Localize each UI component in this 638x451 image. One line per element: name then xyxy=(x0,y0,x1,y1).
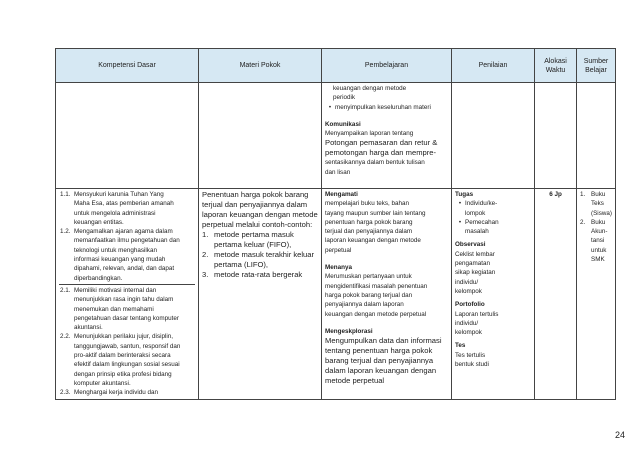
kd-item-line: pengetahuan dasar tentang komputer xyxy=(74,314,180,322)
tes-title: Tes xyxy=(455,342,466,350)
materi-item-number: 2. xyxy=(202,250,209,259)
mengamati-line: laporan keuangan dengan metode xyxy=(325,237,421,245)
kd-item-line: diperbandingkan. xyxy=(74,274,123,282)
eksplorasi-line: Mengumpulkan data dan informasi xyxy=(325,336,442,346)
observasi-line: sikap kegiatan xyxy=(455,269,496,277)
portofolio-line: individu/ xyxy=(455,319,479,327)
kd-group-divider xyxy=(59,284,195,285)
kd-item-number: 1.1. xyxy=(60,191,71,198)
tugas-bullet-line: masalah xyxy=(465,228,489,236)
page-number: 24 xyxy=(615,430,626,440)
materi-intro-line: Penentuan harga pokok barang xyxy=(202,190,309,199)
tes-line: bentuk studi xyxy=(455,361,489,369)
penilaian-cell xyxy=(452,189,535,400)
row1-pembelajaran-cell xyxy=(322,83,452,189)
kd-item-line: menemukan dan memahami xyxy=(74,305,154,313)
kd-item-line: pro-aktif dalam berinteraksi secara xyxy=(74,352,171,360)
header-sumber-belajar xyxy=(577,49,616,83)
syllabus-table xyxy=(55,48,616,400)
materi-list xyxy=(202,230,318,280)
kd-item-text xyxy=(74,388,195,397)
kd-item-line: Menghargai kerja individu dan xyxy=(74,389,159,397)
tugas-bullet-text xyxy=(465,218,499,237)
menanya-line: keuangan dengan metode perpetual xyxy=(325,310,427,318)
komunikasi-title: Komunikasi xyxy=(325,120,361,128)
menanya-line: penyajiannya dalam laporan xyxy=(325,301,404,309)
bullet-icon: • xyxy=(328,103,332,111)
kd-item-line: efektif dalam lingkungan sosial sesuai xyxy=(74,361,180,369)
tugas-bullet-line: Individu/ke- xyxy=(465,200,498,208)
sumber-item-line: (Siswa) xyxy=(591,209,612,217)
kd-item-number: 2.1. xyxy=(60,286,71,294)
kd-item-number: 2.2. xyxy=(60,333,71,341)
tugas-bullet-line: Pemecahan xyxy=(465,218,499,226)
bullet-icon: • xyxy=(458,200,462,208)
komunikasi-line: sentasikannya dalam bentuk tulisan xyxy=(325,159,425,167)
sumber-item-text xyxy=(591,190,612,218)
tes-text xyxy=(455,351,531,370)
row1-sumber-cell xyxy=(577,83,616,189)
eksplorasi-line: metode perpetual xyxy=(325,376,385,386)
sumber-belajar-cell xyxy=(577,189,616,400)
mengamati-line: tayang maupun sumber lain tentang xyxy=(325,209,426,217)
observasi-line: Ceklist lembar xyxy=(455,250,495,258)
materi-list-item xyxy=(202,230,318,250)
observasi-text xyxy=(455,250,531,296)
mengamati-line: perpetual xyxy=(325,246,352,254)
header-alokasi-line2: Waktu xyxy=(545,66,566,74)
kd-item-text xyxy=(74,332,195,388)
header-alokasi-waktu xyxy=(535,49,577,83)
kd-item-line: tanggungjawab, santun, responsif dan xyxy=(74,342,181,350)
row1-text-line: keuangan dengan metode xyxy=(333,85,407,92)
kd-item-line: menunjukkan rasa ingin tahu dalam xyxy=(74,296,174,304)
kd-item-line: Menunjukkan perilaku jujur, disiplin, xyxy=(74,333,174,341)
sumber-item-line: SMK xyxy=(591,256,605,264)
row1-kd-cell xyxy=(56,83,199,189)
observasi-line: pengamatan xyxy=(455,260,491,268)
header-kompetensi-dasar: Kompetensi Dasar xyxy=(56,49,199,83)
spacer xyxy=(325,255,448,263)
kd-item-line: Mengamalkan ajaran agama dalam xyxy=(74,228,173,236)
kd-item-number: 1.2. xyxy=(60,228,71,236)
menanya-line: harga pokok barang terjual dan xyxy=(325,291,413,299)
kd-item xyxy=(59,286,195,332)
kd-item-line: informasi keuangan yang mudah xyxy=(74,256,166,264)
materi-cell xyxy=(199,189,322,400)
kd-item-line: Memiliki motivasi internal dan xyxy=(74,286,157,294)
materi-item-line: pertama (LIFO), xyxy=(214,260,269,269)
sumber-item xyxy=(580,218,612,264)
sumber-item-text xyxy=(591,218,607,264)
kd-cell xyxy=(56,189,199,400)
tugas-bullet-line: lompok xyxy=(465,209,486,217)
komunikasi-line: dan lisan xyxy=(325,168,351,176)
pembelajaran-cell xyxy=(322,189,452,400)
materi-intro xyxy=(202,190,318,230)
header-sumber-line1: Sumber xyxy=(583,57,609,65)
bullet-icon: • xyxy=(458,218,462,226)
materi-item-number: 3. xyxy=(202,270,209,279)
tes-line: Tes tertulis xyxy=(455,351,486,359)
materi-item-text xyxy=(214,230,294,250)
observasi-line: kelompok xyxy=(455,287,482,295)
spacer xyxy=(325,112,448,120)
tugas-bullet-text xyxy=(465,199,497,218)
materi-item-line: metode masuk terakhir keluar xyxy=(214,250,315,259)
row1-materi-cell xyxy=(199,83,322,189)
continuation-row xyxy=(56,83,616,189)
kd-item-line: keuangan entitas. xyxy=(74,218,124,226)
komunikasi-line: Menyampaikan laporan tentang xyxy=(325,130,414,138)
portofolio-text xyxy=(455,310,531,338)
portofolio-line: Laporan tertulis xyxy=(455,310,499,318)
materi-item-line: metode pertama masuk xyxy=(214,230,294,239)
header-penilaian: Penilaian xyxy=(452,49,535,83)
komunikasi-line: Potongan pemasaran dan retur & xyxy=(325,138,438,148)
sumber-item-line: Buku xyxy=(591,218,606,226)
kd-item xyxy=(59,190,195,227)
header-materi-pokok: Materi Pokok xyxy=(199,49,322,83)
row1-penilaian-cell xyxy=(452,83,535,189)
alokasi-waktu-cell: 6 Jp xyxy=(535,189,577,400)
spacer xyxy=(325,319,448,327)
kd-item-line: untuk mengelola administrasi xyxy=(74,209,156,217)
row1-bullet xyxy=(325,103,448,112)
kd-item xyxy=(59,227,195,283)
portofolio-title: Portofolio xyxy=(455,301,485,309)
kd-item-line: Mensyukuri karunia Tuhan Yang xyxy=(74,191,164,198)
observasi-line: individu/ xyxy=(455,278,479,286)
materi-item-line: pertama keluar (FIFO), xyxy=(214,240,292,249)
header-alokasi-line1: Alokasi xyxy=(544,57,567,65)
materi-item-text xyxy=(214,270,302,280)
kd-item-line: dengan prinsip etika profesi bidang xyxy=(74,370,172,378)
sumber-item-number: 2. xyxy=(580,218,586,226)
kd-item-line: dipahami, relevan, andal, dan dapat xyxy=(74,265,175,273)
kd-item xyxy=(59,332,195,388)
row1-text-line: periodik xyxy=(333,94,356,102)
kd-item-line: memanfaatkan ilmu pengetahuan dan xyxy=(74,237,180,245)
materi-item-line: metode rata-rata bergerak xyxy=(214,270,303,279)
materi-intro-line: laporan keuangan dengan metode xyxy=(202,210,318,219)
sumber-item-number: 1. xyxy=(580,191,586,198)
materi-list-item xyxy=(202,270,318,280)
mengamati-title: Mengamati xyxy=(325,191,358,198)
sumber-item-line: Buku xyxy=(591,191,606,198)
eksplorasi-line: tentang penentuan harga pokok xyxy=(325,346,433,356)
kd-item-text xyxy=(74,286,195,332)
menanya-title: Menanya xyxy=(325,264,352,272)
mengamati-line: terjual dan penyajiannya dalam xyxy=(325,228,413,236)
eksplorasi-title: Mengeskplorasi xyxy=(325,327,373,335)
kd-item-line: teknologi untuk menghasilkan xyxy=(74,246,157,254)
mengamati-line: mempelajari buku teks, bahan xyxy=(325,200,410,208)
tugas-list xyxy=(455,199,531,236)
kd-item-line: akuntansi. xyxy=(74,324,103,332)
kd-item-number: 2.3. xyxy=(60,389,71,397)
tugas-bullet xyxy=(455,218,531,237)
observasi-title: Observasi xyxy=(455,241,486,249)
materi-item-number: 1. xyxy=(202,230,209,239)
menanya-text xyxy=(325,272,448,318)
row1-bullet-text: menyimpulkan keseluruhan materi xyxy=(335,103,431,111)
kd-item xyxy=(59,388,195,397)
kd-item-text xyxy=(74,227,195,283)
header-sumber-line2: Belajar xyxy=(585,66,607,74)
sumber-item xyxy=(580,190,612,218)
mengamati-text xyxy=(325,199,448,255)
menanya-line: Merumuskan pertanyaan untuk xyxy=(325,273,412,281)
eksplorasi-text xyxy=(325,336,448,386)
mengamati-line: penentuan harga pokok barang xyxy=(325,218,413,226)
kd-item-text xyxy=(74,190,195,227)
header-row xyxy=(56,49,616,83)
kd-item-line: Maha Esa, atas pemberian amanah xyxy=(74,200,174,208)
eksplorasi-line: barang terjual dan penyajiannya xyxy=(325,356,434,366)
sumber-item-line: untuk xyxy=(591,246,607,254)
materi-intro-line: terjual dan penyajiannya dalam xyxy=(202,200,308,209)
sumber-item-line: Teks xyxy=(591,200,604,208)
row1-alokasi-cell xyxy=(535,83,577,189)
header-pembelajaran: Pembelajaran xyxy=(322,49,452,83)
tugas-title: Tugas xyxy=(455,191,474,198)
materi-intro-line: perpetual melalui contoh-contoh: xyxy=(202,220,313,229)
materi-item-text xyxy=(214,250,314,270)
kd-item-line: komputer akuntansi. xyxy=(74,379,131,387)
sumber-item-line: tansi xyxy=(591,237,605,245)
komunikasi-line: pemotongan harga dan mempre- xyxy=(325,148,437,158)
main-row xyxy=(56,189,616,400)
materi-list-item xyxy=(202,250,318,270)
tugas-bullet xyxy=(455,199,531,218)
portofolio-line: kelompok xyxy=(455,329,482,337)
menanya-line: mengidentifikasi masalah penentuan xyxy=(325,282,428,290)
eksplorasi-line: dalam laporan keuangan dengan xyxy=(325,366,437,376)
sumber-item-line: Akun- xyxy=(591,228,608,236)
